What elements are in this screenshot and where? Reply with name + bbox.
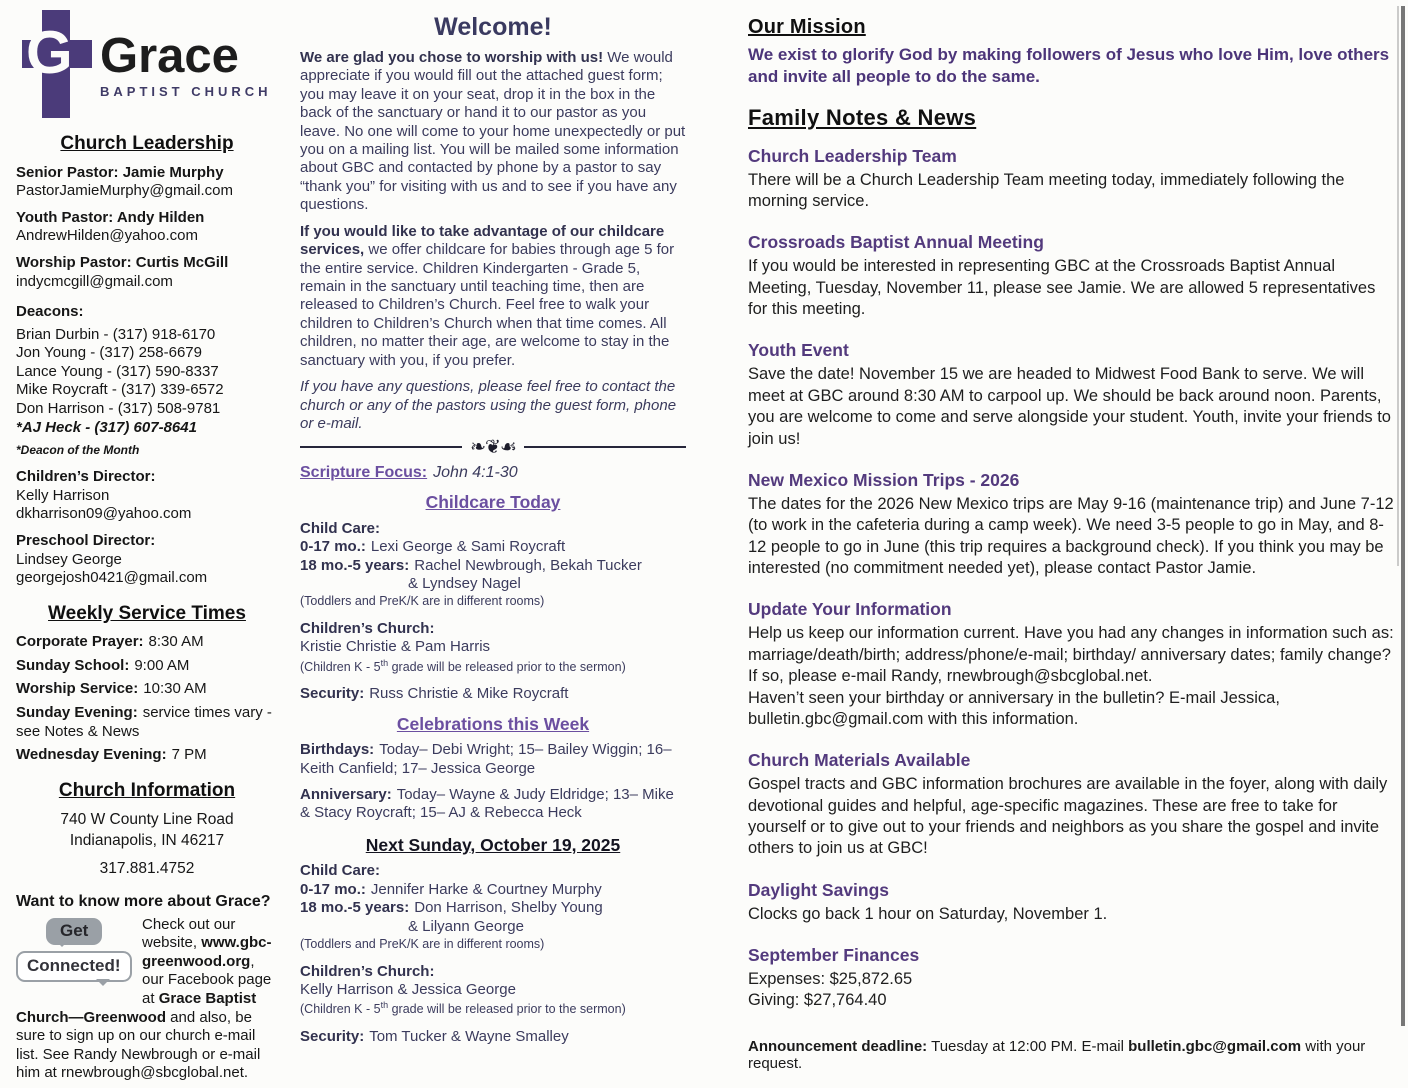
our-mission-title: Our Mission (748, 16, 866, 38)
section-body: Save the date! November 15 we are headed to Midwest Food Bank to serve. We will meet at GBC around 8:30 AM to carpool up. We should be back around noon. Parents, you are welcome to come and serve alongside your student. Youth, invite your friends to join us! (748, 365, 1391, 448)
service-time: Sunday Evening: service times vary - see Notes & News (16, 704, 272, 740)
service-time: Sunday School: 9:00 AM (16, 656, 190, 674)
welcome-title: Welcome! (434, 13, 552, 41)
section-heading: Daylight Savings (748, 879, 890, 900)
weekly-service-times-title: Weekly Service Times (48, 602, 246, 624)
deacons-title: Deacons: (16, 303, 84, 321)
announcement-deadline-line: Announcement deadline: Tuesday at 12:00 PM. E-mail bulletin.gbc@gmail.com with your request. (748, 1038, 1366, 1072)
section-heading: Crossroads Baptist Annual Meeting (748, 232, 1044, 253)
next-sunday-block: Child Care: 0-17 mo.: Jennifer Harke & Courtney Murphy 18 mo.-5 years: Don Harrison, Shelby Young & Lilyann George (Toddlers and PreK/K are in different rooms) Children’s Church: Kelly Harrison & Jessica George (Children K - 5th grade will be released prior to the sermon) Security: Tom Tucker & Wayne Smalley (300, 862, 686, 1046)
deacon-item: Mike Roycraft - (317) 339-6572 (16, 381, 224, 399)
church-leadership-title: Church Leadership (60, 133, 234, 154)
pastor-name: Curtis McGill (135, 253, 229, 271)
get-connected-speech-bubbles-icon (16, 918, 138, 1006)
welcome-p1-lead: We are glad you chose to worship with us! (300, 48, 604, 66)
logo-subtitle: BAPTIST CHURCH (100, 84, 272, 99)
pastor-email: PastorJamieMurphy@gmail.com (16, 182, 233, 200)
preschool-director-entry (16, 532, 278, 588)
church-address-line2: Indianapolis, IN 46217 (69, 831, 225, 849)
pastor-role: Worship Pastor: (16, 253, 136, 271)
flourish-divider-icon: ❧❦☙ (300, 438, 686, 457)
cross-logo-icon (22, 10, 92, 118)
connect-text: , our Facebook page at (142, 952, 272, 1008)
pastor-entry (16, 209, 278, 246)
welcome-p2-lead: If you would like to take advantage of our childcare services, (300, 222, 665, 259)
rooms-note: (Toddlers and PreK/K are in different rooms) (300, 594, 545, 609)
news-section (748, 469, 1396, 580)
preschool-director-email: georgejosh0421@gmail.com (16, 569, 208, 587)
section-body: Giving: $27,764.40 (748, 991, 887, 1010)
deacon-item: Don Harrison - (317) 508-9781 (16, 400, 221, 418)
logo-name: Grace (100, 29, 239, 83)
rooms-note: (Toddlers and PreK/K are in different rooms) (300, 937, 545, 952)
childrens-director-name: Kelly Harrison (16, 486, 110, 504)
section-body: Expenses: $25,872.65 (748, 969, 913, 988)
pastor-name: Andy Hilden (116, 208, 205, 226)
pastor-role: Senior Pastor: (16, 163, 123, 181)
next-sunday-title: Next Sunday, October 19, 2025 (365, 834, 621, 855)
service-time: Worship Service: 10:30 AM (16, 680, 207, 698)
bubble-connected: Connected! (16, 951, 132, 982)
childrens-director-email: dkharrison09@yahoo.com (16, 505, 192, 523)
pastor-role: Youth Pastor: (16, 208, 117, 226)
childrens-church-names: Kristie Christie & Pam Harris (300, 638, 491, 656)
security-line: Security: Russ Christie & Mike Roycraft (300, 685, 569, 703)
pastor-name: Jamie Murphy (122, 163, 224, 181)
deacon-item: Jon Young - (317) 258-6679 (16, 344, 202, 362)
preschool-director-label: Preschool Director: (16, 531, 156, 549)
section-body: The dates for the 2026 New Mexico trips are May 9-16 (maintenance trip) and June 7-12 (to work in the cafeteria during a camp week). We need 3-5 people to go in May, and 8-12 people to go in June (this trip requires a background check). If you think you may be interested (no commitment needed yet), please contact Pastor Jamie. (748, 494, 1394, 578)
pastor-email: indycmcgill@gmail.com (16, 272, 173, 290)
welcome-paragraph-2: If you would like to take advantage of our childcare services, we offer childcare for babies through age 5 for the entire service. Children Kindergarten - Grade 5, remain in the sanctuary until teaching time, then are released to Children’s Church. Feel free to walk your children to Children’s Church when that time comes. All children, no matter their age, are welcome to stay in the sanctuary with you, if you prefer. (300, 222, 675, 369)
celebrations-title: Celebrations this Week (396, 713, 590, 734)
logo-text (100, 29, 272, 100)
security-line: Security: Tom Tucker & Wayne Smalley (300, 1027, 569, 1045)
scripture-focus (300, 463, 686, 483)
connect-facebook-name: Grace Baptist Church—Greenwood (16, 990, 257, 1026)
news-section (748, 145, 1396, 213)
connect-text: Check out our website, (142, 915, 236, 952)
birthdays-line: Birthdays: Today– Debi Wright; 15– Bailey Wiggin; 16– Keith Canfield; 17– Jessica George (300, 741, 672, 777)
right-column (748, 14, 1396, 1031)
pastor-entry (16, 164, 278, 201)
service-time: Corporate Prayer: 8:30 AM (16, 633, 204, 651)
church-information-title: Church Information (58, 779, 236, 801)
scripture-focus-label: Scripture Focus: (300, 463, 428, 481)
childrens-church-label: Children’s Church: (300, 962, 435, 980)
family-notes-news-title: Family Notes & News (748, 105, 977, 131)
childrens-director-entry (16, 468, 278, 524)
childcare-continuation: & Lilyann George (408, 917, 524, 935)
logo-g-letter: G (26, 19, 73, 86)
news-section (748, 231, 1396, 320)
childrens-church-note: (Children K - 5th grade will be released prior to the sermon) (300, 1000, 626, 1017)
announcement-email: bulletin.gbc@gmail.com (1128, 1038, 1302, 1055)
section-body: There will be a Church Leadership Team meeting today, immediately following the morning service. (748, 170, 1345, 210)
welcome-paragraph-1: We are glad you chose to worship with us! We would appreciate if you would fill out the attached guest form; you may leave it on your seat, drop it in the box in the back of the sanctuary or hand it to our pastor as you leave. No one will come to your home unexpectedly or put you on a mailing list. You will be mailed some information about GBC and contacted by phone by a pastor to say “thank you” for visiting with us and to see if you have any questions. (300, 48, 686, 214)
section-body: Help us keep our information current. Have you had any changes in information such as: marriage/death/birth; address/phone/e-mail; birthday/ anniversary dates; family change? If so, please e-mail Randy, rnewbrough@sbcglobal.net. (748, 624, 1394, 686)
section-body: If you would be interested in representing GBC at the Crossroads Baptist Annual Meeting, Tuesday, November 11, please see Jamie. We are allowed 5 representatives for this meeting. (748, 257, 1376, 319)
news-section (748, 749, 1396, 860)
childrens-church-names: Kelly Harrison & Jessica George (300, 981, 516, 998)
mission-statement: We exist to glorify God by making followers of Jesus who love Him, love others and invite all people to do the same. (748, 45, 1390, 87)
child-care-label: Child Care: (300, 862, 381, 880)
church-address-line1: 740 W County Line Road (60, 811, 234, 829)
preschool-director-name: Lindsey George (16, 550, 122, 568)
middle-column (300, 12, 686, 1056)
connect-paragraph (16, 916, 278, 1083)
news-section (748, 879, 1396, 925)
questions-paragraph: If you have any questions, please feel free to contact the church or any of the pastors using the guest form, phone or e-mail. (300, 378, 677, 433)
church-logo (22, 10, 278, 118)
childrens-church-label: Children’s Church: (300, 619, 435, 637)
anniversary-line: Anniversary: Today– Wayne & Judy Eldridge; 13– Mike & Stacy Roycraft; 15– AJ & Rebecca Heck (300, 786, 674, 822)
scan-edge-artifact (1397, 6, 1399, 566)
section-heading: Church Materials Available (748, 750, 971, 771)
deacon-of-month-note: *Deacon of the Month (16, 443, 140, 458)
section-body: Gospel tracts and GBC information brochures are available in the foyer, along with daily devotional guides and helpful, age-specific magazines. These are free to take for yourself or to give out to your friends and neighbors as you share the gospel and invite others to join us at GBC! (748, 775, 1388, 858)
announcement-deadline-label: Announcement deadline: (748, 1038, 928, 1055)
childcare-today-title: Childcare Today (425, 492, 561, 513)
connect-text: and also, be sure to sign up on our church e-mail list. See Randy Newbrough or e-mail him at rnewbrough@sbcglobal.net. (16, 1008, 261, 1082)
connect-question: Want to know more about Grace? (16, 892, 271, 910)
section-heading: September Finances (748, 945, 920, 966)
deacon-item: Lance Young - (317) 590-8337 (16, 362, 219, 380)
section-heading: Update Your Information (748, 599, 952, 620)
pastor-entry (16, 254, 278, 291)
connect-website: www.gbc-greenwood.org (142, 934, 272, 970)
news-section (748, 944, 1396, 1012)
service-time: Wednesday Evening: 7 PM (16, 746, 207, 764)
scripture-focus-value: John 4:1-30 (433, 463, 518, 481)
section-body: Haven’t seen your birthday or anniversary in the bulletin? E-mail Jessica, bulletin.gbc@gmail.com with this information. (748, 688, 1280, 728)
childcare-continuation: & Lyndsey Nagel (408, 575, 521, 592)
deacon-of-month: *AJ Heck - (317) 607-8641 (16, 418, 197, 436)
childrens-director-label: Children’s Director: (16, 468, 156, 486)
childrens-church-note: (Children K - 5th grade will be released prior to the sermon) (300, 657, 626, 674)
section-heading: Church Leadership Team (748, 145, 957, 166)
news-section (748, 598, 1396, 730)
section-heading: Youth Event (748, 340, 849, 361)
bubble-get: Get (46, 918, 102, 945)
scan-edge-artifact (1401, 6, 1405, 1026)
pastor-email: AndrewHilden@yahoo.com (16, 227, 198, 245)
section-body: Clocks go back 1 hour on Saturday, November 1. (748, 904, 1108, 923)
child-care-label: Child Care: (300, 519, 381, 537)
deacon-item: Brian Durbin - (317) 918-6170 (16, 325, 216, 343)
news-section (748, 339, 1396, 450)
church-phone: 317.881.4752 (99, 859, 195, 877)
childcare-today-block: Child Care: 0-17 mo.: Lexi George & Sami Roycraft 18 mo.-5 years: Rachel Newbrough, Bekah Tucker & Lyndsey Nagel (Toddlers and PreK/K are in different rooms) Children’s Church: Kristie Christie & Pam Harris (Children K - 5th grade will be released prior to the sermon) Security: Russ Christie & Mike Roycraft (300, 520, 686, 704)
left-column (16, 10, 278, 1083)
section-heading: New Mexico Mission Trips - 2026 (748, 469, 1020, 490)
